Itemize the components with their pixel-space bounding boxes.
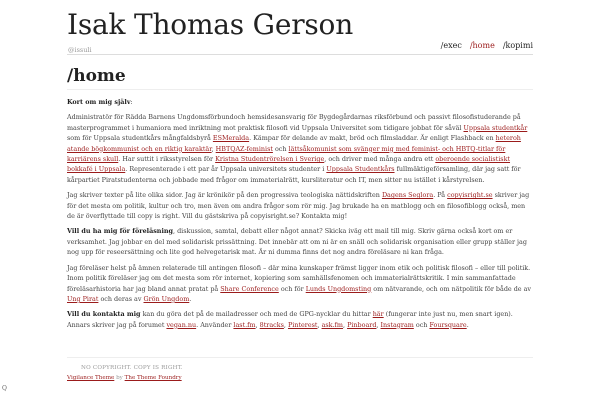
- text: ,: [283, 320, 288, 329]
- footer: [67, 357, 533, 381]
- text: och: [272, 144, 289, 153]
- text: . Kämpar för delande av makt, bröd och filmsladdar. Är enligt Flashback en: [249, 134, 496, 143]
- text: . Representerade i ett par år Uppsala universitets studenter i: [125, 165, 327, 174]
- link-lastfm[interactable]: last.fm: [233, 320, 256, 329]
- text: Jag föreläser helst på ämnen relaterade till antingen filosofi – där mina kunskaper främst ligger inom etik och politisk filosofi – eller till politik. Inom politik föreläser jag om det mesta som rör internet, kopiering som samhällsfenomen och immaterialrättskritik. I min sammanfattade föreläsarhistoria har jag bland annat pratat på: [67, 263, 531, 293]
- text: , och driver med många andra ett: [324, 155, 436, 164]
- link-har[interactable]: här: [372, 310, 384, 319]
- writing-paragraph: [67, 190, 533, 221]
- lecture-topics-paragraph: [67, 263, 533, 305]
- link-uppsala-studentkars[interactable]: Uppsala Studentkårs: [326, 165, 395, 174]
- link-bokkafe[interactable]: oberoende socialistiskt bokkafé i Uppsala: [67, 155, 511, 174]
- text: ,: [211, 144, 216, 153]
- main-nav: [441, 41, 533, 50]
- text: .: [466, 320, 469, 329]
- link-copyisright[interactable]: copyisright.se: [447, 191, 493, 200]
- link-theme-foundry[interactable]: The Theme Foundry: [124, 375, 182, 381]
- link-uppsala-studentkar[interactable]: Uppsala studentkår: [463, 123, 528, 132]
- link-foursquare[interactable]: Foursquare: [429, 320, 467, 329]
- link-askfm[interactable]: ask.fm: [321, 320, 343, 329]
- page-content: [67, 97, 533, 335]
- text: som för Uppsala studentkårs mångfaldsbyrå: [67, 134, 213, 143]
- nav-divider: [67, 54, 533, 55]
- text: om nätvarande, och om nätpolitik för både de av: [371, 284, 532, 293]
- lecture-heading: Vill du ha mig för föreläsning: [67, 227, 173, 236]
- site-title[interactable]: Isak Thomas Gerson: [67, 8, 354, 41]
- text: ,: [317, 320, 322, 329]
- contact-heading: Vill du kontakta mig: [67, 310, 141, 319]
- link-flashback-2[interactable]: HBTQAZ-feminist: [215, 144, 273, 153]
- contact-paragraph: [67, 309, 533, 330]
- link-ung-pirat[interactable]: Ung Pirat: [67, 294, 99, 303]
- link-kristna-studentrorelsen[interactable]: Kristna Studentrörelsen i Sverige: [215, 155, 325, 164]
- link-dagens-seglora[interactable]: Dagens Seglora: [381, 191, 434, 200]
- text: . Har suttit i riksstyrelsen för: [118, 155, 216, 164]
- text: , diskussion, samtal, debatt eller något annat? Skicka iväg ett mail till mig. Skriv gärna också kort om er verksamhet. Jag jobbar en del med solidarisk prissättning. Det innebär att om ni är en snäll och solidarisk organisation eller grupp ställer jag nog upp för reseersättning och lite god helvegetarisk mat. Är ni dumma finns det nog andra föreläsare ni kan fråga.: [67, 227, 527, 257]
- text: skriver jag för det mesta om politik, kultur och tro, men även om andra frågor som rör mig. Jag brukade ha en matblogg och en filosofiblogg också, men de är överflyttade till copy is right. Vill du gästskriva på copyisright.se? Kontakta mig!: [67, 191, 530, 221]
- link-gron-ungdom[interactable]: Grön Ungdom: [143, 294, 190, 303]
- link-lunds-ungdomsting[interactable]: Lunds Ungdomsting: [305, 284, 372, 293]
- text: fullmäktigeförsamling, där jag satt för kårpartiet Piratstudenterna och jobbade med frågor om immaterialrätt, kursliteratur och IT, men sitter nu istället i kårstyrelsen.: [67, 165, 521, 184]
- site-tagline: @issuli: [68, 46, 92, 54]
- text: Administratör för Rädda Barnens Ungdomsförbundoch hemsidesansvarig för Bygdegårdarnas riksförbund och passivt filosofistuderande på masterprogrammet i humaniora med inriktning mot praktisk filosofi vid Uppsala Universitet som tidigare jobbat för såväl: [67, 113, 521, 132]
- link-vigilance-theme[interactable]: Vigilance Theme: [67, 375, 115, 381]
- text: Jag skriver texter på lite olika sidor. Jag är krönikör på den progressiva teologiska nättidskriften: [67, 191, 382, 200]
- text: ,: [376, 320, 381, 329]
- text: by: [114, 375, 125, 381]
- nav-item-home[interactable]: /home: [469, 41, 495, 50]
- corner-label: Q: [2, 385, 7, 392]
- link-share-conference[interactable]: Share Conference: [220, 284, 279, 293]
- text: ,: [342, 320, 348, 329]
- link-flashback-1[interactable]: heteroh​atande bögkommunist och en riktig karaktär: [67, 134, 521, 153]
- footer-credits: [67, 375, 182, 381]
- text: . På: [433, 191, 448, 200]
- about-paragraph: [67, 112, 533, 185]
- link-esmeralda[interactable]: ESMeralda: [212, 134, 250, 143]
- about-heading: Kort om mig själv: [67, 98, 131, 106]
- nav-item-exec[interactable]: /exec: [440, 41, 462, 50]
- text: . Använder: [196, 320, 234, 329]
- link-instagram[interactable]: Instagram: [380, 320, 414, 329]
- link-pinterest[interactable]: Pinterest: [287, 320, 318, 329]
- text: och för: [278, 284, 306, 293]
- link-vegan-nu[interactable]: vegan.nu: [166, 320, 197, 329]
- text: och deras av: [98, 294, 144, 303]
- link-pinboard[interactable]: Pinboard: [347, 320, 377, 329]
- text: (fungerar inte just nu, men snart igen). Annars skriver jag på forumet: [67, 310, 513, 329]
- text: och: [413, 320, 430, 329]
- footer-copyright: NO COPYRIGHT. COPY IS RIGHT.: [81, 365, 183, 371]
- text: :: [130, 98, 133, 106]
- title-divider: [67, 89, 533, 90]
- text: .: [189, 294, 192, 303]
- nav-item-kopimi[interactable]: /kopimi: [502, 41, 533, 50]
- about-heading-paragraph: [67, 97, 533, 107]
- text: ,: [255, 320, 260, 329]
- link-flashback-3[interactable]: lättsåkomunist som svänger mig med feminist- och HBTQ-titlar för karriärens skull: [67, 144, 506, 164]
- page-title: /home: [67, 66, 126, 86]
- lecture-paragraph: [67, 226, 533, 257]
- text: kan du göra det på de mailadresser och med de GPG-nycklar du hittar: [140, 310, 373, 319]
- link-8tracks[interactable]: 8tracks: [259, 320, 284, 329]
